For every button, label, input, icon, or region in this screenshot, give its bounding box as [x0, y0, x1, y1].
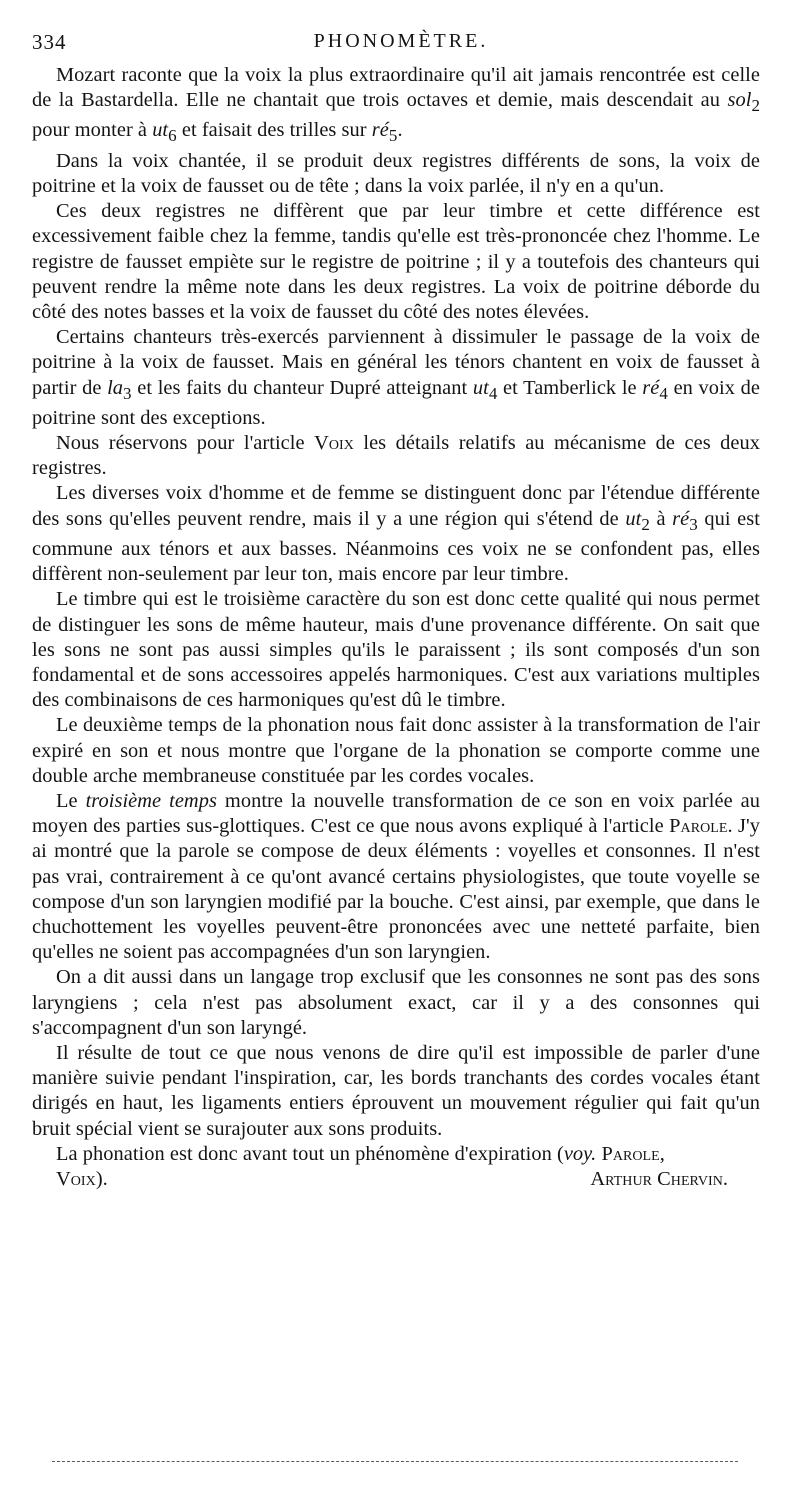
footer-rule — [52, 1461, 738, 1462]
note-name: ut — [152, 119, 169, 142]
text-run: ). — [95, 1168, 108, 1191]
conclusion-tail — [32, 1167, 108, 1192]
note-name: la — [107, 376, 124, 399]
paragraph-conclusion — [32, 1142, 760, 1167]
note-name: sol — [727, 89, 752, 112]
text-run: les détails relatifs au mécanisme de ces deux registres. — [32, 432, 761, 480]
paragraph-reservons — [32, 431, 760, 481]
paragraph-troisieme-temps — [32, 789, 760, 965]
text-run: à — [649, 507, 673, 530]
note-name: ré — [371, 119, 389, 142]
text-run: pour monter à — [32, 119, 153, 142]
note-name: ré — [642, 376, 660, 399]
text-run: Les diverses voix d'homme et de femme se distinguent donc par l'étendue différente des sons qu'elles peuvent rendre, mais il y a une région qui s'étend de — [32, 482, 760, 530]
octave-index: 3 — [689, 514, 698, 534]
note-name: ré — [672, 507, 690, 530]
text-run: Certains chanteurs très-exercés parviennent à dissimuler le passage de la voix de poitrine à la voix de fausset. Mais en général les ténors chantent en voix de fausset à partir de — [32, 326, 760, 399]
octave-index: 4 — [659, 383, 668, 403]
text-run: en voix de poitrine sont des exceptions. — [32, 376, 760, 429]
page-number: 334 — [32, 30, 67, 54]
text-run: La phonation est donc avant tout un phénomène d'expiration ( — [56, 1142, 564, 1165]
octave-index: 6 — [168, 126, 177, 146]
cross-reference: Voix — [56, 1168, 96, 1191]
text-run: Le — [56, 790, 86, 812]
paragraph-bastardella — [32, 63, 760, 149]
text-run: , — [659, 1142, 665, 1165]
paragraph-registres: Dans la voix chantée, il se produit deux registres différents de sons, la voix de poitrine et la voix de fausset ou de tête ; dans la voix parlée, il n'y en a qu'un. — [32, 149, 760, 197]
signature-line — [32, 1167, 760, 1192]
text-run: qui est commune aux ténors et aux basses. Néanmoins ces voix ne se confondent pas, elles diffèrent non-seulement par leur ton, mais encore par leur timbre. — [32, 507, 760, 586]
text-run: . J'y ai montré que la parole se compose de deux éléments : voyelles et consonnes. Il n'est pas vrai, contrairement à ce qu'ont avancé certains physiologistes, que toute voyelle se compose d'un son laryngien modifié par la bouche. C'est ainsi, par exemple, que dans le chuchottement les voyelles peuvent-être prononcées avec une netteté parfaite, bien qu'elles ne soient pas accompagnées d'un son laryngien. — [32, 815, 760, 964]
text-run: Mozart raconte que la voix la plus extraordinaire qu'il ait jamais rencontrée est celle de la Bastardella. Elle ne chantait que trois octaves et demie, mais descendait au — [32, 64, 760, 112]
text-run: Nous réservons pour l'article — [56, 432, 315, 455]
note-name: ut — [472, 376, 489, 399]
cross-reference: Parole — [601, 1142, 660, 1165]
octave-index: 5 — [388, 126, 398, 146]
paragraph-timbre: Le timbre qui est le troisième caractère du son est donc cette qualité qui nous permet de distinguer les sons de même hauteur, mais d'une provenance différente. On sait que les sons ne sont pas aussi simples qu'ils le paraissent ; ils sont composés d'un son fondamental et de sons accessoires appelés harmoniques. C'est aux variations multiples des combinaisons de ces harmoniques qu'est dû le timbre. — [32, 588, 760, 712]
text-run: montre la nouvelle transformation de ce son en voix parlée au moyen des parties sus-glottiques. C'est ce que nous avons expliqué à l'article — [32, 790, 760, 838]
text-run: . — [397, 119, 403, 142]
text-run: et les faits du chanteur Dupré atteignant — [131, 376, 473, 399]
paragraph-voix-diverses — [32, 481, 760, 587]
emphasis: voy. — [563, 1142, 597, 1165]
running-title: PHONOMÈTRE. — [313, 30, 489, 52]
octave-index: 2 — [751, 96, 760, 116]
paragraph-chanteurs — [32, 325, 760, 431]
text-run: et faisait des trilles sur — [176, 119, 372, 142]
paragraph-inspiration: Il résulte de tout ce que nous venons de dire qu'il est impossible de parler d'une manière suivie pendant l'inspiration, car, les bords tranchants des cordes vocales étant dirigés en haut, les ligaments entiers éprouvent un mouvement régulier qui fait qu'un bruit spécial vient se surajouter aux sons produits. — [32, 1042, 760, 1140]
text-run: et Tamberlick le — [497, 376, 643, 399]
cross-reference: Parole — [669, 815, 728, 838]
paragraph-timbre-registres: Ces deux registres ne diffèrent que par leur timbre et cette différence est excessivement faible chez la femme, tandis qu'elle est très-prononcée chez l'homme. Le registre de fausset empiète sur le registre de poitrine ; il y a toutefois des chanteurs qui peuvent rendre la même note dans les deux registres. La voix de poitrine déborde du côté des notes basses et la voix de fausset du côté des notes élevées. — [32, 200, 760, 323]
paragraph-deuxieme-temps: Le deuxième temps de la phonation nous fait donc assister à la transformation de l'air expiré en son et nous montre que l'organe de la phonation se comporte comme une double arche membraneuse constituée par les cordes vocales. — [32, 714, 760, 787]
octave-index: 4 — [488, 383, 498, 403]
emphasis: troisième temps — [85, 790, 217, 812]
article-body — [32, 63, 760, 1192]
paragraph-consonnes: On a dit aussi dans un langage trop exclusif que les consonnes ne sont pas des sons laryngiens ; cela n'est pas absolument exact, car il y a des consonnes qui s'accompagnent d'un son laryngé. — [32, 966, 760, 1039]
running-header — [32, 30, 770, 56]
author-signature: Arthur Chervin. — [590, 1168, 728, 1191]
note-name: ut — [625, 507, 642, 530]
cross-reference: Voix — [314, 432, 354, 455]
octave-index: 3 — [123, 383, 132, 403]
octave-index: 2 — [641, 514, 650, 534]
